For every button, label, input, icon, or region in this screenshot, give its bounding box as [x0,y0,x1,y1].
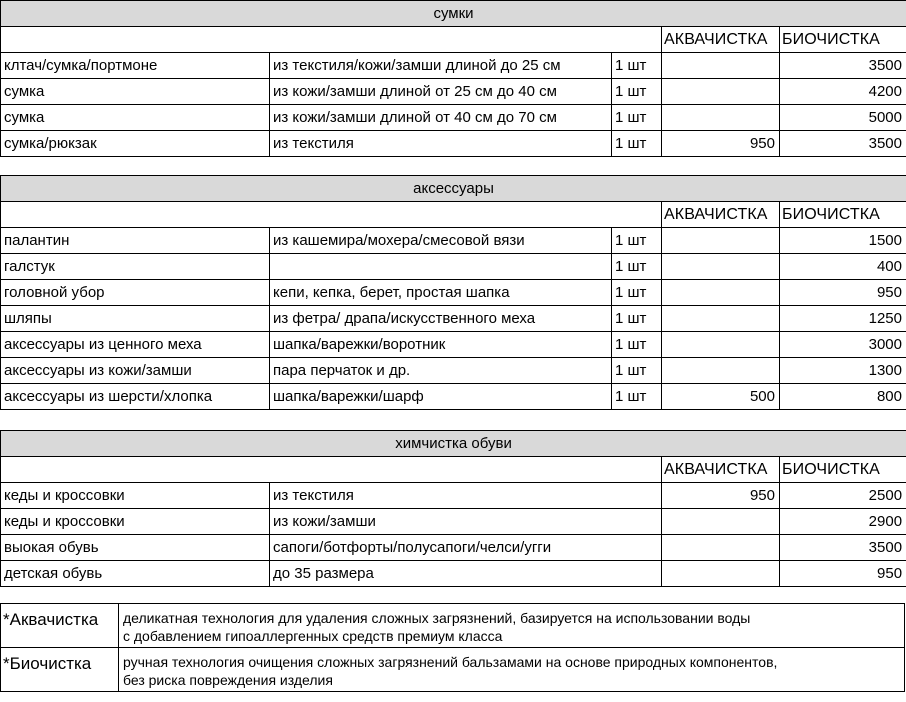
price-aqua [662,53,780,79]
column-header-bio: БИОЧИСТКА [780,27,906,53]
item-unit: 1 шт [612,332,662,358]
item-unit: 1 шт [612,79,662,105]
price-bio: 3500 [780,535,906,561]
item-name: клтач/сумка/портмоне [1,53,270,79]
price-aqua: 950 [662,483,780,509]
note-line: с добавлением гипоаллергенных средств премиум класса [123,628,503,644]
price-bio: 2500 [780,483,906,509]
note-text [119,648,905,692]
item-desc: из текстиля [270,483,662,509]
item-name: сумка [1,105,270,131]
item-name: аксессуары из шерсти/хлопка [1,384,270,410]
item-unit: 1 шт [612,384,662,410]
item-desc: кепи, кепка, берет, простая шапка [270,280,612,306]
item-desc: из текстиля [270,131,612,157]
table-row [1,105,906,131]
section-shoes [0,430,906,587]
price-bio: 1500 [780,228,906,254]
note-line: деликатная технология для удаления сложных загрязнений, базируется на использовании воды [123,610,751,626]
column-header-aqua: АКВАЧИСТКА [662,457,780,483]
item-name: аксессуары из кожи/замши [1,358,270,384]
item-unit: 1 шт [612,105,662,131]
table-row [1,384,906,410]
item-name: галстук [1,254,270,280]
column-header-bio: БИОЧИСТКА [780,457,906,483]
price-bio: 800 [780,384,906,410]
price-aqua [662,105,780,131]
price-aqua [662,358,780,384]
price-bio: 1300 [780,358,906,384]
price-aqua [662,332,780,358]
item-name: детская обувь [1,561,270,587]
section-title: аксессуары [1,176,906,202]
price-bio: 3500 [780,53,906,79]
price-bio: 950 [780,561,906,587]
table-row [1,280,906,306]
price-aqua [662,561,780,587]
item-unit: 1 шт [612,53,662,79]
item-name: кеды и кроссовки [1,509,270,535]
item-desc: из кожи/замши длиной от 25 см до 40 см [270,79,612,105]
item-name: сумка [1,79,270,105]
section-title: сумки [1,1,906,27]
item-name: палантин [1,228,270,254]
price-bio: 4200 [780,79,906,105]
table-row [1,306,906,332]
price-aqua [662,79,780,105]
note-line: ручная технология очищения сложных загрязнений бальзамами на основе природных компонентов, [123,654,778,670]
item-unit: 1 шт [612,254,662,280]
table-row [1,79,906,105]
section-bags [0,0,906,157]
note-row [1,648,905,692]
notes-table [0,603,905,692]
price-aqua [662,228,780,254]
item-unit: 1 шт [612,306,662,332]
table-row [1,254,906,280]
price-aqua [662,535,780,561]
item-desc: из текстиля/кожи/замши длиной до 25 см [270,53,612,79]
table-row [1,228,906,254]
item-desc: до 35 размера [270,561,662,587]
table-row [1,509,906,535]
column-header-aqua: АКВАЧИСТКА [662,202,780,228]
item-name: кеды и кроссовки [1,483,270,509]
table-row [1,332,906,358]
price-bio: 950 [780,280,906,306]
price-bio: 5000 [780,105,906,131]
table-row [1,131,906,157]
price-bio: 3500 [780,131,906,157]
section-accessories [0,175,906,410]
item-desc: шапка/варежки/воротник [270,332,612,358]
item-desc: шапка/варежки/шарф [270,384,612,410]
note-term: *Биочистка [1,648,119,692]
table-row [1,535,906,561]
column-header-bio: БИОЧИСТКА [780,202,906,228]
price-aqua: 500 [662,384,780,410]
item-unit: 1 шт [612,228,662,254]
item-desc: сапоги/ботфорты/полусапоги/челси/угги [270,535,662,561]
note-row [1,604,905,648]
price-bio: 2900 [780,509,906,535]
price-bio: 1250 [780,306,906,332]
item-desc: из кожи/замши длиной от 40 см до 70 см [270,105,612,131]
column-header-aqua: АКВАЧИСТКА [662,27,780,53]
item-desc: из фетра/ драпа/искусственного меха [270,306,612,332]
item-name: головной убор [1,280,270,306]
price-aqua [662,254,780,280]
item-desc [270,254,612,280]
item-desc: пара перчаток и др. [270,358,612,384]
item-unit: 1 шт [612,280,662,306]
table-row [1,53,906,79]
section-title: химчистка обуви [1,431,906,457]
table-row [1,358,906,384]
item-desc: из кашемира/мохера/смесовой вязи [270,228,612,254]
note-text [119,604,905,648]
item-unit: 1 шт [612,358,662,384]
item-name: выокая обувь [1,535,270,561]
item-unit: 1 шт [612,131,662,157]
table-row [1,483,906,509]
price-aqua: 950 [662,131,780,157]
item-name: шляпы [1,306,270,332]
price-bio: 3000 [780,332,906,358]
price-bio: 400 [780,254,906,280]
table-row [1,561,906,587]
note-line: без риска повреждения изделия [123,672,333,688]
price-aqua [662,509,780,535]
item-name: аксессуары из ценного меха [1,332,270,358]
price-aqua [662,306,780,332]
item-name: сумка/рюкзак [1,131,270,157]
price-aqua [662,280,780,306]
note-term: *Аквачистка [1,604,119,648]
item-desc: из кожи/замши [270,509,662,535]
